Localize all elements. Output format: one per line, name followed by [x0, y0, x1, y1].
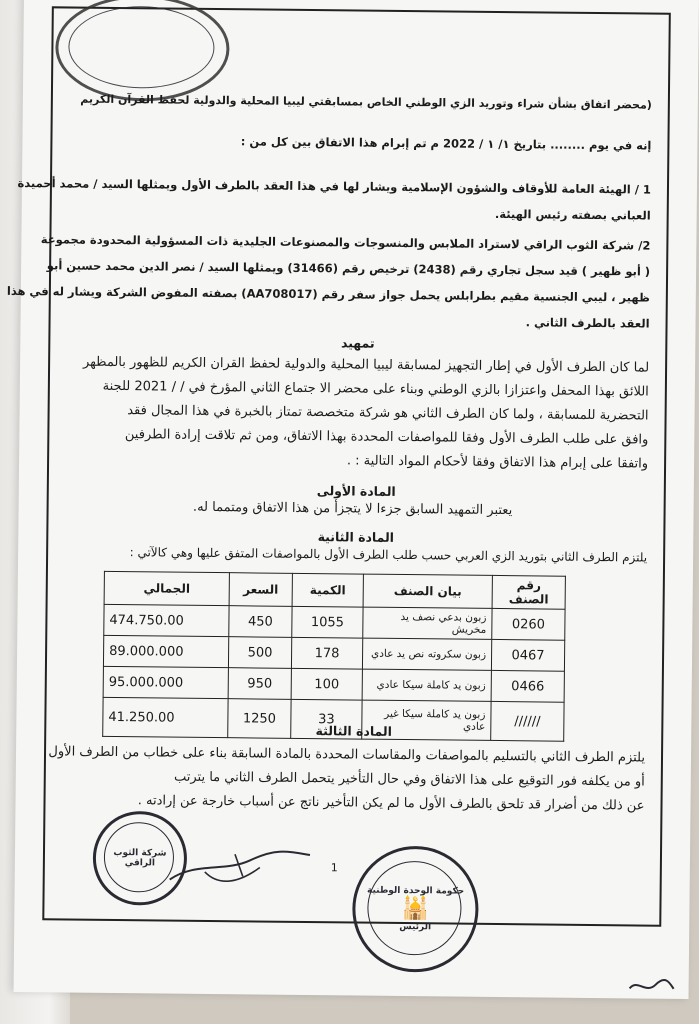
header-total: الجمالي	[104, 571, 229, 605]
cell-total: 474.750.00	[104, 604, 229, 636]
cell-qty: 1055	[292, 606, 363, 638]
cell-qty: 100	[291, 668, 362, 700]
article3-line: يلتزم الطرف الثاني بالتسليم بالمواصفات والمقاسات المحددة بالمادة السابقة بناء على خطاب من الطرف الأول	[48, 744, 646, 766]
party2-line3: ظهير ، ليبي الجنسية مقيم بطرابلس يحمل جواز سفر رقم (AA708017) بصفته المفوض الشركة ويشار له في هذا	[6, 283, 650, 305]
initials-mark	[625, 974, 675, 999]
preamble-line: واتفقا على إبرام هذا الاتفاق وفقا لأحكام المواد التالية : .	[346, 453, 649, 472]
building-icon: 🕌	[401, 896, 430, 922]
article3-title: المادة الثالثة	[315, 723, 393, 739]
government-stamp-sub: الرئيس	[399, 921, 432, 933]
cell-code: 0260	[492, 608, 565, 640]
government-stamp-title: حكومة الوحدة الوطنية	[366, 885, 465, 897]
table-row	[104, 604, 565, 640]
cell-price: 450	[229, 606, 292, 638]
header-line: (محضر اتفاق بشأن شراء وتوريد الزي الوطني الخاص بمسابقتي ليبيا المحلية والدولية لحفظ القرآن الكريم	[80, 92, 652, 112]
page-number: 1	[330, 861, 338, 875]
header-quantity: الكمية	[292, 573, 363, 607]
article3-line: عن ذلك من أضرار قد تلحق بالطرف الأول ما لم يكن التأخير ناتج عن أسباب خارجة عن إرادته .	[137, 793, 645, 814]
cell-total: 89.000.000	[103, 635, 228, 667]
article3-line: أو من يكلفه فور التوقيع على هذا الاتفاق وفي حال التأخير يتحمل الطرف الثاني ما يترتب	[173, 769, 645, 790]
cell-code: 0466	[491, 670, 564, 702]
preamble-line: لما كان الطرف الأول في إطار التجهيز لمسابقة ليبيا المحلية والدولية لحفظ القران الكريم للظهور بالمظهر	[82, 354, 650, 376]
table-header-row	[104, 571, 565, 609]
government-stamp	[352, 845, 479, 972]
article2-title: المادة الثانية	[317, 529, 395, 545]
article1-title: المادة الأولى	[316, 483, 396, 499]
cell-desc: زبون يد كاملة سيكا عادي	[362, 669, 491, 701]
contract-page	[6, 0, 699, 999]
cell-price: 950	[228, 668, 291, 700]
table-row	[103, 635, 564, 671]
article2-text: يلتزم الطرف الثاني بتوريد الزي العربي حسب طلب الطرف الأول بالمواصفات المتفق عليها وهي كالآتي :	[129, 545, 648, 565]
signature	[165, 842, 316, 894]
items-table	[102, 571, 566, 742]
company-stamp-text: شركة الثوب الراقي	[113, 847, 167, 869]
cell-price: 1250	[228, 699, 291, 739]
cell-desc: زبون يد كاملة سيكا غير عادي	[362, 700, 491, 740]
header-item-desc: بيان الصنف	[363, 574, 492, 608]
party2-line1: 2/ شركة الثوب الراقي لاستراد الملابس والمنسوجات والمصنوعات الجليدية ذات المسؤولية المحدودة مجموعة	[40, 232, 651, 253]
cell-code: //////	[491, 701, 564, 741]
party2-line2: ( أبو ظهير ) قيد سجل تجاري رقم (2438) ترخيص رقم (31466) ويمثلها السيد / نصر الدين محمد حسين أبو	[46, 258, 651, 279]
party1-line2: العباني بصفته رئيس الهيئة.	[494, 206, 651, 223]
preamble-line: اللائق بهذا المحفل واعتزازا بالزي الوطني وبناء على محضر الا جتماع الثاني المؤرخ في / / 2021 للجنة	[102, 378, 649, 400]
preamble-title: تمهيد	[340, 335, 375, 351]
date-line: إنه في يوم ........ بتاريخ ١/ ١ / 2022 م تم إبرام هذا الاتفاق بين كل من :	[240, 134, 652, 153]
cell-qty: 178	[291, 637, 362, 669]
party2-line4: العقد بالطرف الثاني .	[525, 315, 650, 331]
table-row	[103, 666, 564, 702]
cell-qty: 33	[291, 699, 362, 739]
party1-line1: 1 / الهيئة العامة للأوقاف والشؤون الإسلامية ويشار لها في هذا العقد بالطرف الأول ويمثلها السيد / محمد أحميدة	[17, 175, 652, 197]
cell-desc: زبون سكروته نص يد عادي	[362, 638, 491, 670]
cell-desc: زبون بدعي نصف يد مخريش	[363, 607, 492, 639]
article1-text: يعتبر التمهيد السابق جزءا لا يتجزأ من هذا الاتفاق ومتمما له.	[192, 499, 513, 519]
cell-price: 500	[228, 637, 291, 669]
preamble-line: التحضرية للمسابقة ، ولما كان الطرف الثاني هو شركة متخصصة تمتاز بالخبرة في هذا المجال فقد	[127, 403, 649, 424]
header-price: السعر	[229, 573, 292, 607]
preamble-line: وافق على طلب الطرف الأول وفقا للمواصفات المحددة بهذا الاتفاق، ومن ثم تلاقت إرادة الطرفين	[124, 427, 649, 448]
header-item-code: رقم الصنف	[492, 575, 565, 609]
cell-total: 95.000.000	[103, 666, 228, 698]
cell-code: 0467	[491, 639, 564, 671]
cell-total: 41.250.00	[103, 697, 228, 737]
